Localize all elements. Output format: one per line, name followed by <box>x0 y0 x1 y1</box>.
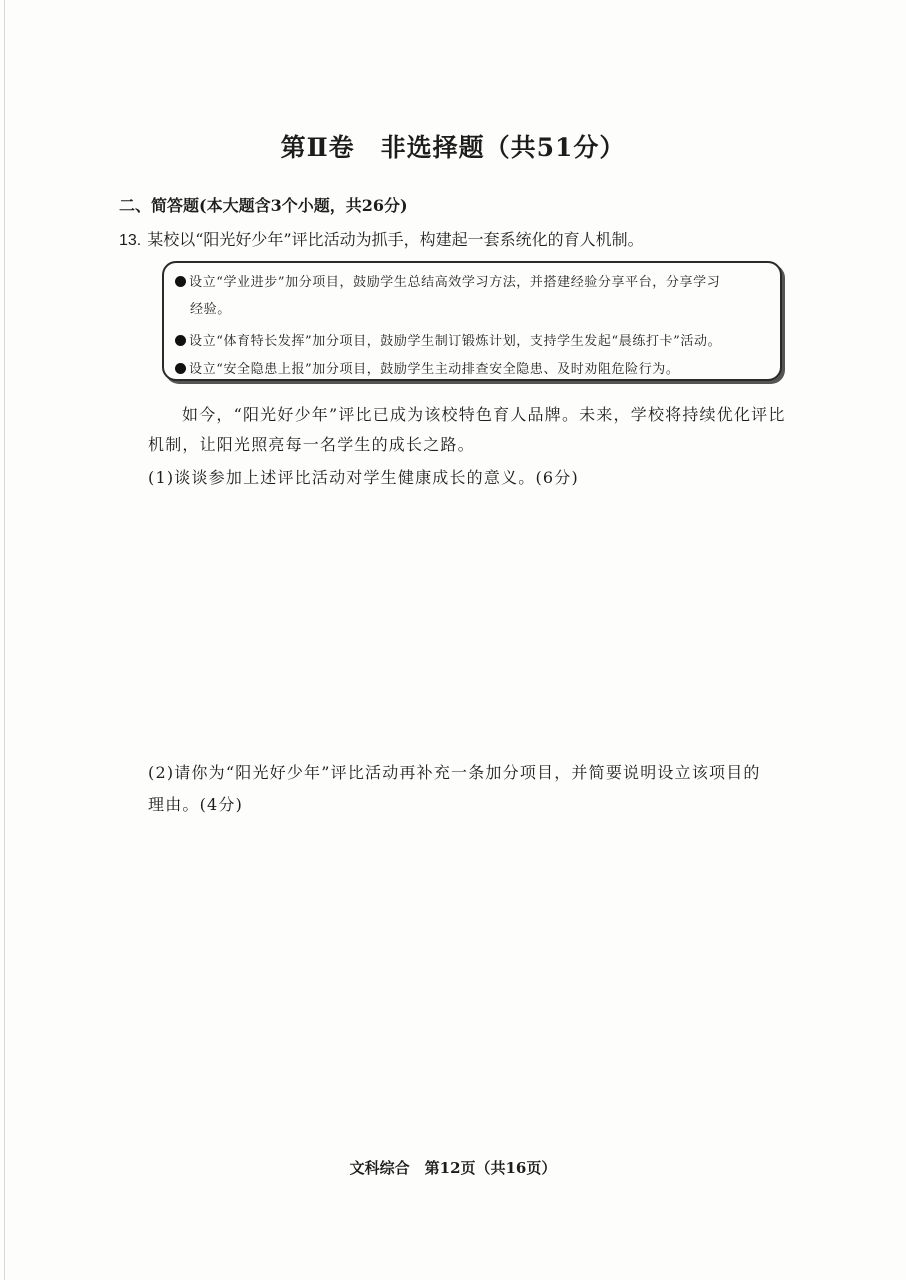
question-number: 13. <box>119 232 142 249</box>
sub-question-2-line-2: 理由。(4分) <box>148 795 244 814</box>
page-edge <box>4 0 906 1280</box>
box-item-1-cont <box>190 298 231 317</box>
box-item-1 <box>175 271 720 290</box>
box-item-1-line2: 经验。 <box>190 302 231 317</box>
sub-question-1: (1)谈谈参加上述评比活动对学生健康成长的意义。(6分) <box>148 468 579 487</box>
question-stem-text: 某校以“阳光好少年”评比活动为抓手，构建起一套系统化的育人机制。 <box>147 230 644 249</box>
box-item-2 <box>175 330 721 349</box>
box-item-2-line1: 设立“体育特长发挥”加分项目，鼓励学生制订锻炼计划，支持学生发起“晨练打卡”活动。 <box>189 334 722 349</box>
question-stem <box>119 227 644 250</box>
bullet-icon <box>175 363 186 374</box>
box-item-3 <box>175 358 680 377</box>
page-footer: 文科综合 第12页（共16页） <box>349 1159 557 1177</box>
page-title: 第Ⅱ卷 非选择题（共51分） <box>280 133 626 162</box>
bullet-icon <box>175 335 186 346</box>
bullet-icon <box>175 276 186 287</box>
sub-question-2-line-1: (2)请你为“阳光好少年”评比活动再补充一条加分项目，并简要说明设立该项目的 <box>148 763 761 782</box>
section-heading: 二、简答题(本大题含3个小题，共26分) <box>119 196 408 215</box>
box-item-1-line1: 设立“学业进步”加分项目，鼓励学生总结高效学习方法，并搭建经验分享平台，分享学习 <box>189 275 721 290</box>
box-item-3-line1: 设立“安全隐患上报”加分项目，鼓励学生主动排查安全隐患、及时劝阻危险行为。 <box>189 362 680 377</box>
paragraph-line-1: 如今，“阳光好少年”评比已成为该校特色育人品牌。未来，学校将持续优化评比 <box>182 405 786 424</box>
paragraph-line-2: 机制，让阳光照亮每一名学生的成长之路。 <box>148 435 475 454</box>
